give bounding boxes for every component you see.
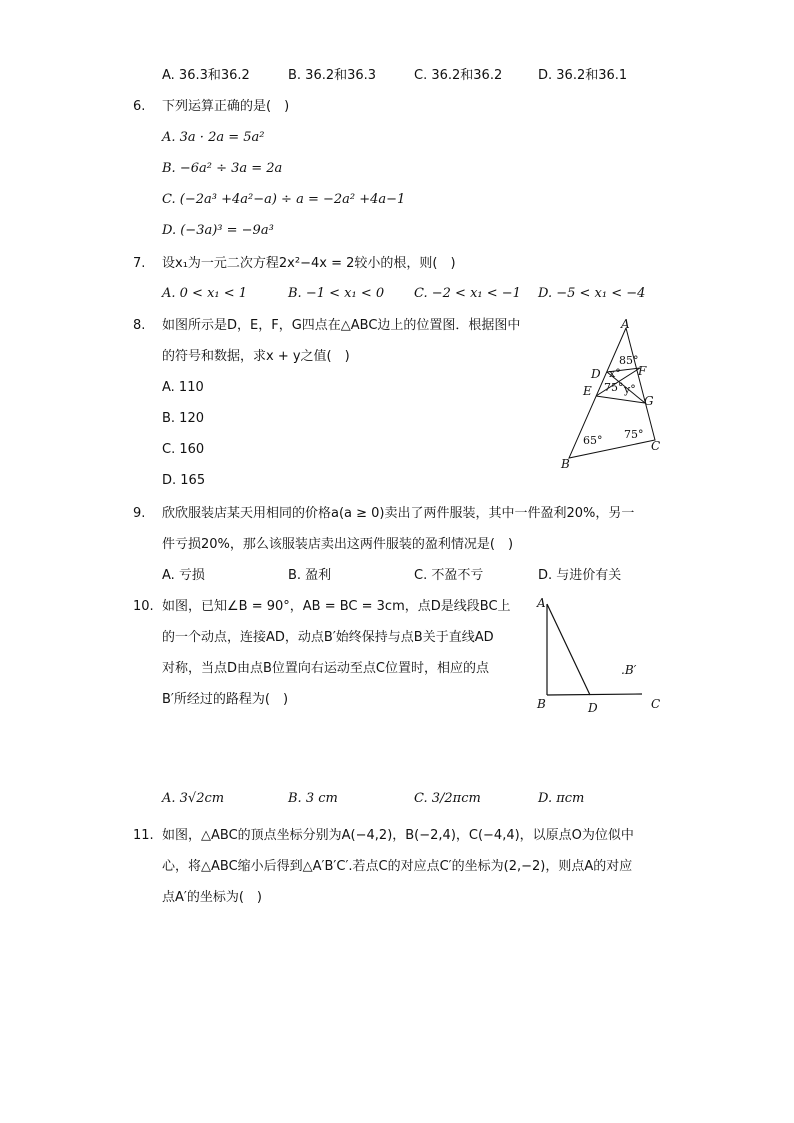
- q10-option-a: A. 3√2cm: [162, 791, 225, 806]
- q11-stem-line3: 点A′的坐标为( ): [162, 890, 262, 905]
- q5-option-d: D. 36.2和36.1: [538, 68, 628, 83]
- q7-options: [162, 284, 682, 304]
- q10-number: 10.: [133, 599, 154, 614]
- q5-option-b: B. 36.2和36.3: [288, 68, 377, 83]
- q10-label-b-prime: .B′: [621, 663, 637, 677]
- q8-label-g: G: [644, 394, 654, 408]
- q11-stem-line2: 心，将△ABC缩小后得到△A′B′C′.若点C的对应点C′的坐标为(2,−2)，则点A的对应: [162, 859, 633, 874]
- q6-stem: 下列运算正确的是( ): [162, 99, 290, 114]
- q9-stem-line1: 欣欣服装店某天用相同的价格a(a ≥ 0)卖出了两件服装，其中一件盈利20%，另一: [162, 506, 635, 521]
- q9-option-d: D. 与进价有关: [538, 568, 622, 583]
- q8-label-e: E: [583, 384, 592, 398]
- q8-label-c: C: [651, 439, 661, 453]
- q6-option-a: A. 3a · 2a = 5a²: [162, 130, 265, 145]
- q7-option-d: D. −5 < x₁ < −4: [538, 286, 646, 301]
- q10-label-c: C: [651, 697, 661, 711]
- q9-option-a: A. 亏损: [162, 568, 205, 583]
- q10-option-c: C. 3/2πcm: [414, 791, 481, 806]
- q10-stem-line3: 对称，当点D由点B位置向右运动至点C位置时，相应的点: [162, 661, 490, 676]
- q8-option-c: C. 160: [162, 442, 205, 457]
- q8-label-a: A: [621, 317, 630, 331]
- q8-angle-65: 65°: [583, 434, 603, 447]
- q6-option-b: B. −6a² ÷ 3a = 2a: [162, 161, 283, 176]
- q10-option-d: D. πcm: [538, 791, 585, 806]
- q7-option-b: B. −1 < x₁ < 0: [288, 286, 385, 301]
- q10-stem-line1: 如图，已知∠B = 90°，AB = BC = 3cm，点D是线段BC上: [162, 599, 511, 614]
- q8-option-b: B. 120: [162, 411, 204, 426]
- q10-stem-line2: 的一个动点，连接AD，动点B′始终保持与点B关于直线AD: [162, 630, 494, 645]
- q10-option-b: B. 3 cm: [288, 791, 338, 806]
- q7-option-a: A. 0 < x₁ < 1: [162, 286, 248, 301]
- q8-angle-x: x°: [609, 367, 621, 380]
- q11-number: 11.: [133, 828, 154, 843]
- q8-label-d: D: [591, 367, 601, 381]
- q8-angle-85: 85°: [619, 354, 639, 367]
- q8-number: 8.: [133, 318, 146, 333]
- q10-stem-line4: B′所经过的路程为( ): [162, 692, 289, 707]
- q8-option-a: A. 110: [162, 380, 204, 395]
- q8-stem-line2: 的符号和数据，求x + y之值( ): [162, 349, 350, 364]
- q11-stem-line1: 如图，△ABC的顶点坐标分别为A(−4,2)，B(−2,4)，C(−4,4)，以原点O为位似中: [162, 828, 634, 843]
- q9-option-c: C. 不盈不亏: [414, 568, 484, 583]
- q7-stem: 设x₁为一元二次方程2x²−4x = 2较小的根，则( ): [162, 256, 456, 271]
- q7-number: 7.: [133, 256, 146, 271]
- q8-triangle-figure: [556, 312, 676, 474]
- q5-option-a: A. 36.3和36.2: [162, 68, 250, 83]
- q9-number: 9.: [133, 506, 146, 521]
- q9-stem-line2: 件亏损20%，那么该服装店卖出这两件服装的盈利情况是( ): [162, 537, 514, 552]
- q10-label-a: A: [537, 596, 546, 610]
- q5-option-c: C. 36.2和36.2: [414, 68, 503, 83]
- q6-number: 6.: [133, 99, 146, 114]
- q8-angle-y: y°: [624, 383, 636, 396]
- q8-label-f: F: [638, 364, 647, 378]
- q8-angle-75-inner: 75°: [604, 381, 624, 394]
- q9-option-b: B. 盈利: [288, 568, 332, 583]
- q8-option-d: D. 165: [162, 473, 206, 488]
- q10-options: [162, 789, 682, 809]
- q8-stem-line1: 如图所示是D，E，F，G四点在△ABC边上的位置图．根据图中: [162, 318, 521, 333]
- q8-angle-75-c: 75°: [624, 428, 644, 441]
- q6-option-c: C. (−2a³ +4a²−a) ÷ a = −2a² +4a−1: [162, 192, 406, 207]
- q10-figure: [530, 592, 670, 716]
- q9-options: [162, 566, 682, 586]
- q10-label-d: D: [588, 701, 598, 715]
- q7-option-c: C. −2 < x₁ < −1: [414, 286, 521, 301]
- q5-options: [162, 66, 682, 86]
- q10-label-b: B: [537, 697, 546, 711]
- q8-label-b: B: [561, 457, 570, 471]
- q6-option-d: D. (−3a)³ = −9a³: [162, 223, 274, 238]
